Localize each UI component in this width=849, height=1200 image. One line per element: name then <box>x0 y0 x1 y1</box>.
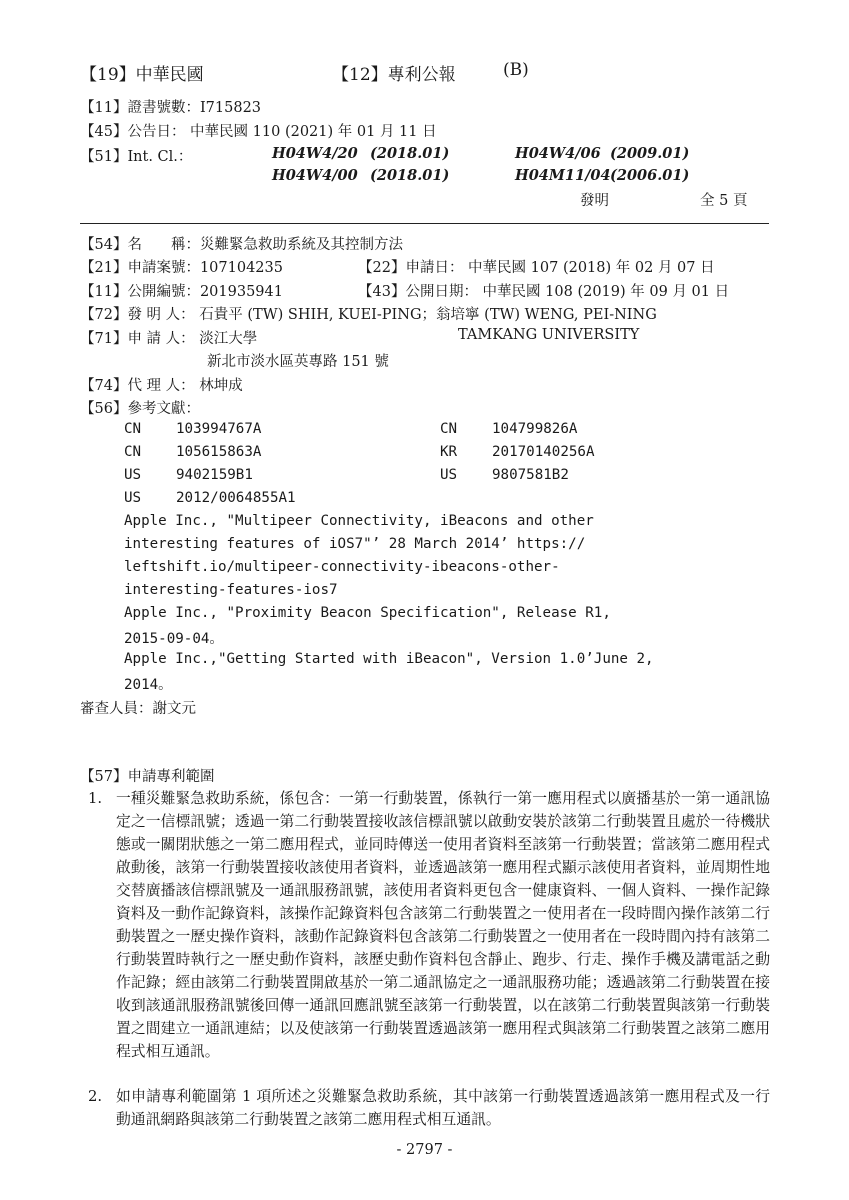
claim-item <box>80 787 770 1063</box>
npl-line: Apple Inc., "Proximity Beacon Specification", Release R1, <box>124 605 611 621</box>
reference-country: US <box>440 467 458 483</box>
int-cl-code: H04M11/04 <box>515 167 611 184</box>
applicant-english: TAMKANG UNIVERSITY <box>458 327 640 343</box>
reference-country: US <box>124 467 142 483</box>
patent-category: 發明 <box>580 193 609 209</box>
country-label: 【19】中華民國 <box>80 65 204 85</box>
npl-line: 2015-09-04。 <box>124 631 224 647</box>
int-cl-version: (2018.01) <box>370 167 450 184</box>
reference-country: US <box>124 490 142 506</box>
applicant: 【71】申 請 人： 淡江大學 <box>80 331 258 347</box>
reference-number: 104799826A <box>492 421 578 437</box>
int-cl-code: H04W4/00 <box>272 167 358 184</box>
int-cl-code: H04W4/06 <box>515 145 601 162</box>
inventors: 【72】發 明 人： 石貴平 (TW) SHIH, KUEI-PING；翁培寧 (TW) WENG, PEI-NING <box>80 307 657 323</box>
int-cl-code: H04W4/20 <box>272 145 358 162</box>
claim-number: 2. <box>88 1088 103 1105</box>
npl-line: interesting features of iOS7"’ 28 March 2014’ https:// <box>124 536 586 552</box>
claims-heading: 【57】申請專利範圍 <box>80 769 215 785</box>
npl-line: Apple Inc.,"Getting Started with iBeacon", Version 1.0’June 2, <box>124 651 654 667</box>
npl-line: interesting-features-ios7 <box>124 582 338 598</box>
claim-text: 一種災難緊急救助系統，係包含：一第一行動裝置，係執行一第一應用程式以廣播基於一第一通訊協定之一信標訊號；透過一第二行動裝置接收該信標訊號以啟動安裝於該第二行動裝置且處於一待機狀態或一關閉狀態之一第二應用程式，並同時傳送一使用者資料至該第一行動裝置；當該第二應用程式啟動後，該第一行動裝置接收該使用者資料，並透過該第一應用程式顯示該使用者資料，並周期性地交替廣播該信標訊號及一通訊服務訊號，該使用者資料更包含一健康資料、一個人資料、一操作記錄資料及一動作記錄資料，該操作記錄資料包含該第二行動裝置之一使用者在一段時間內操作該第二行動裝置之一歷史操作資料，該動作記錄資料包含該第二行動裝置之一使用者在一段時間內持有該第二行動裝置時執行之一歷史動作資料，該歷史動作資料包含靜止、跑步、行走、操作手機及講電話之動作記錄；經由該第二行動裝置開啟基於一第二通訊協定之一通訊服務功能；透過該第二行動裝置在接收到該通訊服務訊號後回傳一通訊回應訊號至該第一行動裝置，以在該第二行動裝置與該第一行動裝置之間建立一通訊連結；以及使該第一行動裝置透過該第一應用程式與該第二行動裝置之該第二應用程式相互通訊。 <box>116 790 770 1060</box>
reference-number: 20170140256A <box>492 444 595 460</box>
total-pages: 全 5 頁 <box>700 193 748 209</box>
publication-number: 【11】公開編號：201935941 <box>80 284 283 300</box>
reference-number: 9807581B2 <box>492 467 569 483</box>
reference-country: CN <box>440 421 458 437</box>
npl-line: 2014。 <box>124 677 173 693</box>
reference-number: 105615863A <box>176 444 262 460</box>
application-date: 【22】申請日： 中華民國 107 (2018) 年 02 月 07 日 <box>358 260 715 276</box>
certificate-number: 【11】證書號數：I715823 <box>80 100 262 116</box>
announcement-date: 【45】公告日： 中華民國 110 (2021) 年 01 月 11 日 <box>80 124 437 140</box>
doc-type-label: 【12】專利公報 <box>332 65 456 85</box>
int-cl-version: (2018.01) <box>370 145 450 162</box>
claim-number: 1. <box>88 790 103 807</box>
npl-line: leftshift.io/multipeer-connectivity-ibeacons-other- <box>124 559 560 575</box>
int-cl-version: (2009.01) <box>610 145 690 162</box>
applicant-address: 新北市淡水區英專路 151 號 <box>207 354 389 370</box>
patent-title: 【54】名 稱：災難緊急救助系統及其控制方法 <box>80 237 403 253</box>
reference-country: CN <box>124 421 142 437</box>
kind-code: (B) <box>503 60 529 80</box>
agent: 【74】代 理 人： 林坤成 <box>80 378 243 394</box>
claim-item <box>80 1085 770 1131</box>
application-number: 【21】申請案號：107104235 <box>80 260 283 276</box>
reference-number: 9402159B1 <box>176 467 253 483</box>
reference-number: 103994767A <box>176 421 262 437</box>
divider-rule <box>80 223 769 224</box>
reference-country: CN <box>124 444 142 460</box>
int-cl-label: 【51】Int. Cl.： <box>80 149 193 165</box>
int-cl-version: (2006.01) <box>610 167 690 184</box>
references-label: 【56】參考文獻： <box>80 401 200 417</box>
reference-number: 2012/0064855A1 <box>176 490 296 506</box>
reference-country: KR <box>440 444 458 460</box>
publication-date: 【43】公開日期： 中華民國 108 (2019) 年 09 月 01 日 <box>358 284 730 300</box>
claim-text: 如申請專利範圍第 1 項所述之災難緊急救助系統，其中該第一行動裝置透過該第一應用程式及一行動通訊網路與該第二行動裝置之該第二應用程式相互通訊。 <box>116 1088 770 1128</box>
examiner: 審查人員：謝文元 <box>80 701 196 717</box>
page-number: - 2797 - <box>396 1142 453 1158</box>
npl-line: Apple Inc., "Multipeer Connectivity, iBeacons and other <box>124 513 594 529</box>
